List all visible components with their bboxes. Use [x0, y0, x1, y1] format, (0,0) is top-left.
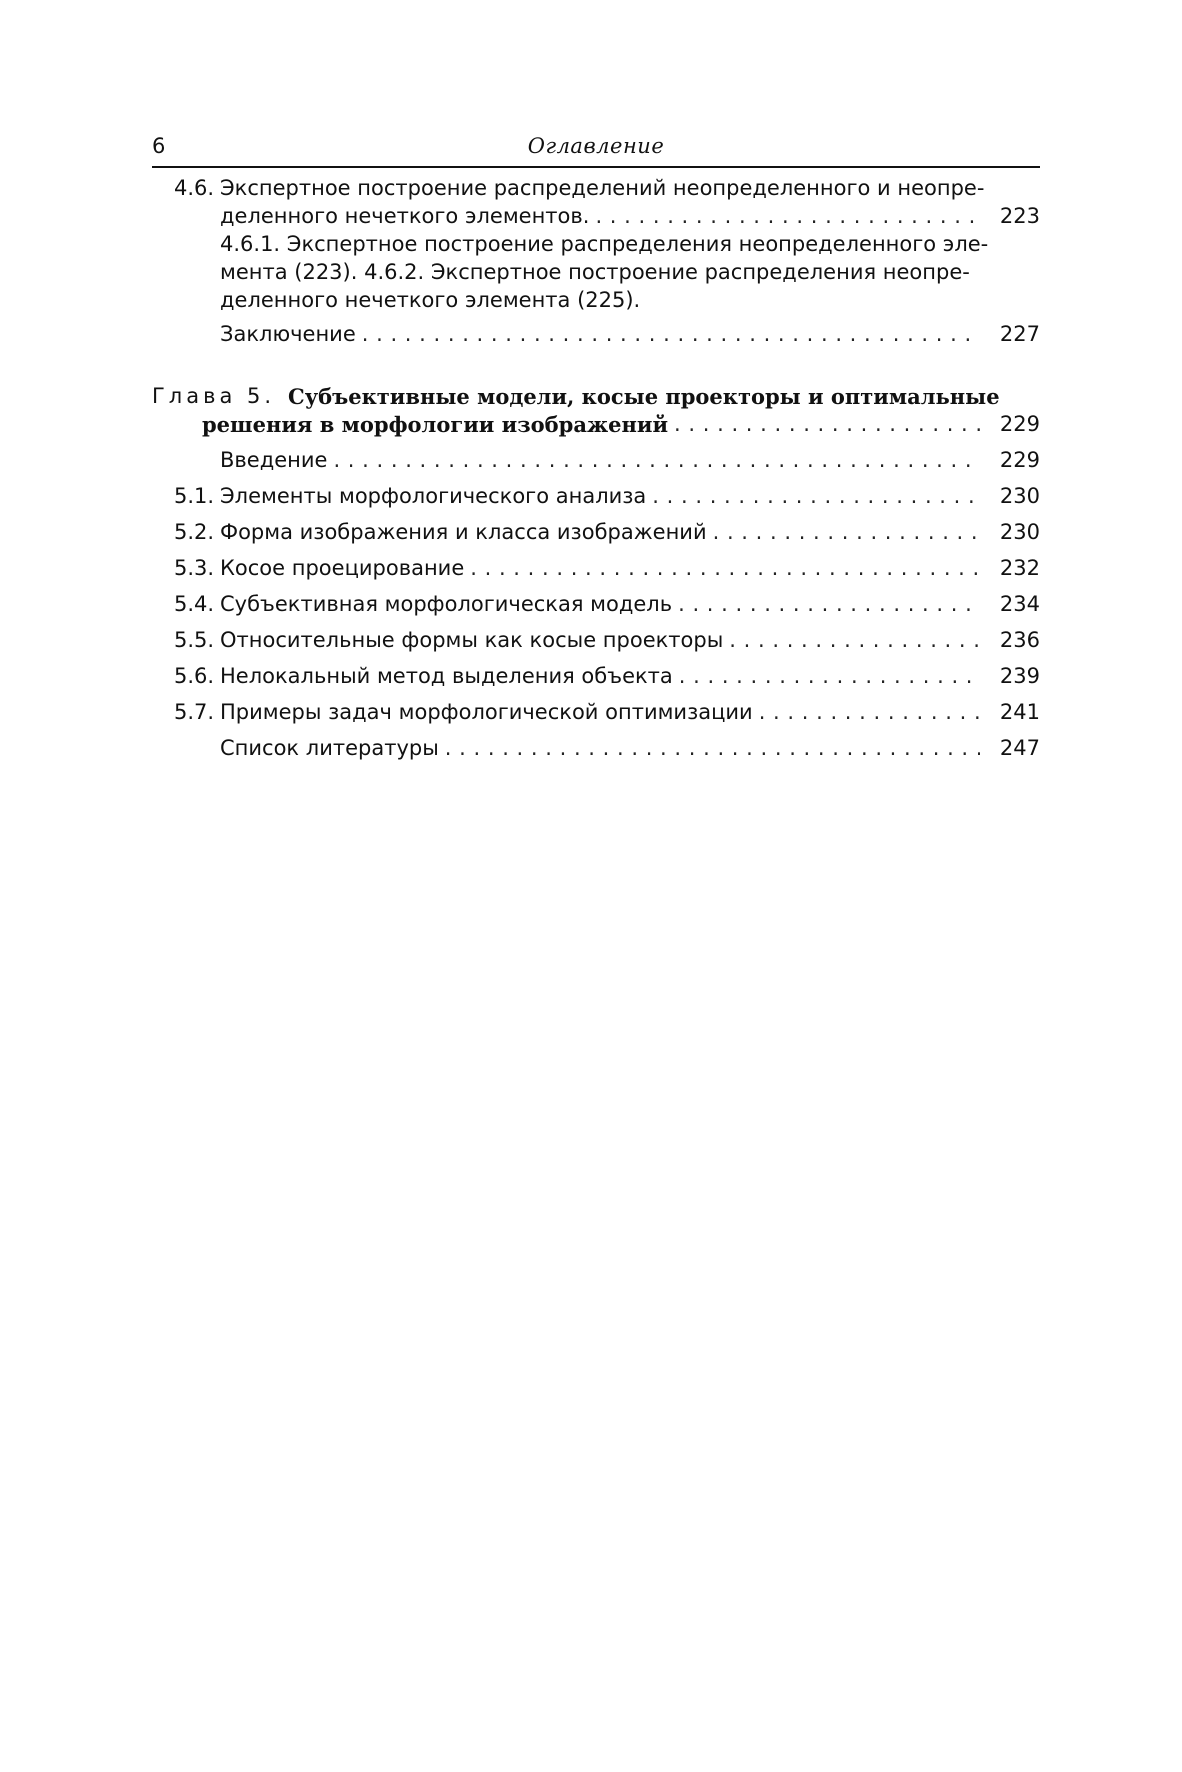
toc-entry-5-4[interactable]	[152, 592, 1040, 620]
toc-entry-references[interactable]	[152, 736, 1040, 764]
dot-leader	[595, 204, 980, 228]
dot-leader	[333, 448, 980, 472]
section-number: 5.4.	[174, 592, 215, 616]
dot-leader	[652, 484, 980, 508]
section-number: 5.1.	[174, 484, 215, 508]
page-ref: 241	[999, 700, 1040, 724]
toc-entry-5-7[interactable]	[152, 700, 1040, 728]
entry-title: Заключение	[220, 322, 356, 346]
toc-page	[152, 128, 1040, 760]
page-ref: 230	[999, 484, 1040, 508]
page-ref: 232	[999, 556, 1040, 580]
entry-title: Список литературы	[220, 736, 439, 760]
toc-chapter-5[interactable]	[152, 384, 1040, 412]
page-ref: 223	[999, 204, 1040, 228]
running-header	[152, 128, 1040, 168]
chapter-title-line: Субъективные модели, косые проекторы и оптимальные	[288, 384, 1000, 409]
page-ref: 229	[999, 448, 1040, 472]
section-number: 5.6.	[174, 664, 215, 688]
chapter-label: Глава 5.	[152, 384, 276, 408]
chapter-title-line: решения в морфологии изображений	[202, 412, 669, 437]
page-ref: 236	[999, 628, 1040, 652]
section-number: 4.6.	[174, 176, 215, 200]
section-number: 5.5.	[174, 628, 215, 652]
toc-entry-introduction[interactable]	[152, 448, 1040, 476]
page-ref: 227	[999, 322, 1040, 346]
toc-entry-5-1[interactable]	[152, 484, 1040, 512]
toc-entry-5-6[interactable]	[152, 664, 1040, 692]
page-ref: 234	[999, 592, 1040, 616]
entry-title: Форма изображения и класса изображений	[220, 520, 707, 544]
entry-title: Относительные формы как косые проекторы	[220, 628, 724, 652]
toc-chapter-5-cont[interactable]	[152, 412, 1040, 440]
toc-entry-5-3[interactable]	[152, 556, 1040, 584]
running-title: Оглавление	[527, 134, 665, 158]
section-title-line: деленного нечеткого элементов.	[220, 204, 590, 228]
entry-title: Введение	[220, 448, 328, 472]
subsection-line: деленного нечеткого элемента (225).	[220, 288, 641, 312]
dot-leader	[362, 322, 980, 346]
entry-title: Субъективная морфологическая модель	[220, 592, 673, 616]
section-title-line: Экспертное построение распределений неопределенного и неопре-	[220, 176, 985, 200]
page-ref: 247	[999, 736, 1040, 760]
page-ref: 229	[999, 412, 1040, 436]
subsection-list	[152, 232, 1040, 260]
toc-entry-5-2[interactable]	[152, 520, 1040, 548]
dot-leader	[713, 520, 980, 544]
entry-title: Нелокальный метод выделения объекта	[220, 664, 673, 688]
page-ref: 230	[999, 520, 1040, 544]
subsection-line: мента (223). 4.6.2. Экспертное построение распределения неопре-	[220, 260, 970, 284]
page-number: 6	[152, 134, 166, 158]
entry-title: Примеры задач морфологической оптимизации	[220, 700, 753, 724]
dot-leader	[759, 700, 980, 724]
subsection-list	[152, 260, 1040, 288]
dot-leader	[674, 412, 980, 436]
subsection-list	[152, 288, 1040, 316]
page-ref: 239	[999, 664, 1040, 688]
dot-leader	[678, 592, 980, 616]
toc-entry-4-6[interactable]	[152, 176, 1040, 204]
dot-leader	[445, 736, 980, 760]
dot-leader	[729, 628, 980, 652]
section-number: 5.7.	[174, 700, 215, 724]
toc-entry-conclusion[interactable]	[152, 322, 1040, 350]
subsection-line: 4.6.1. Экспертное построение распределения неопределенного эле-	[220, 232, 989, 256]
dot-leader	[470, 556, 980, 580]
dot-leader	[679, 664, 980, 688]
toc-entry-5-5[interactable]	[152, 628, 1040, 656]
toc-entry-4-6-cont[interactable]	[152, 204, 1040, 232]
section-number: 5.2.	[174, 520, 215, 544]
entry-title: Элементы морфологического анализа	[220, 484, 647, 508]
section-number: 5.3.	[174, 556, 215, 580]
entry-title: Косое проецирование	[220, 556, 465, 580]
